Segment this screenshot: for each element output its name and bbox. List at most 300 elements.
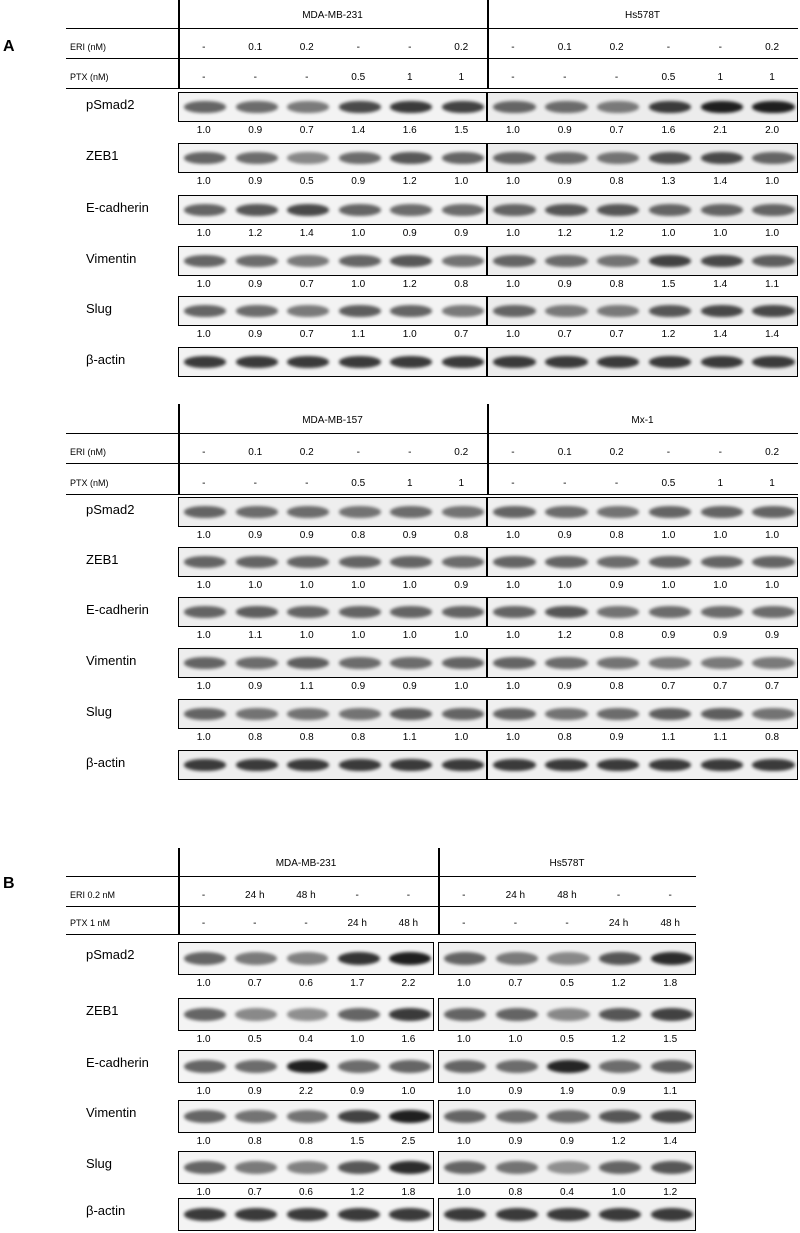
protein-band [236, 506, 278, 517]
condition-value: - [718, 447, 722, 458]
condition-value: 1 [406, 478, 413, 489]
protein-band [287, 204, 329, 215]
quant-value: 0.9 [611, 1086, 626, 1097]
blot-strip [178, 143, 487, 173]
blot-strip [438, 1198, 696, 1231]
protein-band [599, 1208, 641, 1221]
quant-value: 1.0 [505, 329, 520, 340]
quant-value: 1.0 [508, 1034, 523, 1045]
quant-value: 1.2 [663, 1187, 678, 1198]
condition-value: - [253, 72, 257, 83]
protein-band [651, 1110, 693, 1123]
quant-value: 0.5 [299, 176, 314, 187]
blot-strip [178, 648, 487, 678]
protein-band [545, 506, 588, 517]
quant-value: 2.0 [765, 125, 780, 136]
quant-value: 1.0 [196, 978, 211, 989]
quant-value: 0.7 [247, 978, 262, 989]
protein-band [496, 952, 538, 965]
blot-strip [178, 699, 487, 729]
protein-band [597, 305, 640, 316]
condition-value: 0.5 [661, 478, 676, 489]
protein-band [597, 606, 640, 617]
condition-value: - [201, 890, 206, 901]
condition-value: 24 h [347, 918, 367, 929]
blot-strip [178, 998, 434, 1031]
condition-value: - [253, 918, 257, 929]
quant-value: 0.9 [248, 329, 263, 340]
quant-value: 1.0 [505, 279, 520, 290]
panel-letter-b: B [3, 875, 15, 892]
condition-value: - [408, 447, 412, 458]
header-rule [66, 433, 798, 434]
quant-value: 1.0 [299, 630, 314, 641]
condition-value: - [718, 42, 722, 53]
quant-value: 0.5 [560, 1034, 574, 1045]
quant-value: 1.0 [661, 530, 676, 541]
quant-value: 0.7 [299, 329, 314, 340]
condition-label: PTX 1 nM [70, 918, 111, 928]
protein-band [339, 657, 381, 668]
quant-value: 0.8 [609, 279, 624, 290]
quant-value: 1.0 [196, 530, 211, 541]
quant-value: 0.9 [402, 530, 417, 541]
condition-value: - [668, 890, 672, 901]
protein-label: β-actin [86, 352, 126, 367]
quant-value: 1.1 [248, 630, 263, 641]
protein-band [701, 606, 744, 617]
protein-band [599, 1110, 641, 1123]
protein-band [390, 101, 432, 112]
protein-band [389, 1060, 431, 1073]
condition-value: 24 h [505, 890, 526, 901]
blot-strip [178, 1050, 434, 1083]
condition-value: - [614, 478, 619, 489]
quant-value: 0.9 [402, 681, 417, 692]
protein-band [236, 305, 278, 316]
protein-band [493, 606, 536, 617]
protein-band [493, 152, 536, 163]
quant-value: 0.9 [299, 530, 314, 541]
protein-label: E-cadherin [86, 602, 149, 617]
condition-value: - [511, 447, 515, 458]
protein-label: pSmad2 [86, 502, 135, 517]
quant-value: 0.9 [557, 125, 572, 136]
protein-band [287, 1110, 329, 1123]
protein-band [701, 305, 744, 316]
protein-band [649, 356, 692, 367]
quant-value: 1.0 [402, 580, 417, 591]
protein-band [545, 759, 588, 770]
protein-label: Vimentin [86, 1105, 137, 1120]
condition-value: - [616, 890, 621, 901]
protein-label: E-cadherin [86, 1055, 149, 1070]
protein-band [184, 506, 226, 517]
condition-value: - [356, 42, 360, 53]
quant-value: 1.0 [765, 228, 780, 239]
quant-value: 1.2 [661, 329, 676, 340]
blot-strip [178, 246, 487, 276]
quant-value: 0.9 [248, 279, 263, 290]
protein-band [444, 952, 486, 965]
quant-value: 0.6 [299, 1187, 313, 1198]
protein-band [338, 1008, 380, 1021]
protein-band [701, 204, 744, 215]
protein-band [545, 204, 588, 215]
condition-value: 0.5 [351, 72, 366, 83]
quant-value: 0.8 [609, 630, 624, 641]
blot-strip [178, 750, 487, 780]
quant-value: 1.0 [505, 176, 520, 187]
protein-band [236, 708, 278, 719]
protein-band [287, 708, 329, 719]
protein-band [496, 1208, 538, 1221]
quant-value: 1.0 [196, 630, 211, 641]
quant-value: 0.7 [713, 681, 728, 692]
protein-band [287, 952, 329, 965]
protein-band [390, 204, 432, 215]
protein-band [236, 606, 278, 617]
protein-band [651, 1161, 693, 1174]
protein-label: β-actin [86, 755, 126, 770]
quant-value: 0.8 [508, 1187, 523, 1198]
protein-band [496, 1060, 538, 1073]
condition-value: 48 h [557, 890, 577, 901]
blot-strip [178, 1100, 434, 1133]
protein-band [442, 506, 484, 517]
protein-band [442, 657, 484, 668]
protein-label: Slug [86, 704, 113, 719]
quant-value: 0.7 [609, 125, 624, 136]
blot-strip [178, 195, 487, 225]
panel-letter-a: A [3, 38, 15, 55]
quant-value: 0.4 [560, 1187, 574, 1198]
quant-value: 0.8 [351, 732, 366, 743]
condition-label: ERI (nM) [70, 447, 106, 457]
protein-band [287, 152, 329, 163]
condition-rule [66, 494, 798, 495]
protein-band [545, 657, 588, 668]
protein-band [597, 204, 640, 215]
protein-band [184, 1008, 226, 1021]
condition-value: - [511, 42, 515, 53]
quant-value: 1.0 [765, 580, 780, 591]
quant-value: 0.9 [508, 1086, 523, 1097]
protein-band [184, 356, 226, 367]
quant-value: 1.4 [351, 125, 366, 136]
protein-band [752, 556, 795, 567]
protein-band [184, 1110, 226, 1123]
quant-value: 1.0 [454, 732, 469, 743]
protein-band [184, 152, 226, 163]
cell-line-title: MDA-MB-231 [302, 10, 363, 21]
quant-value: 0.9 [247, 1086, 262, 1097]
protein-band [752, 506, 795, 517]
quant-value: 1.0 [505, 530, 520, 541]
protein-label: Vimentin [86, 251, 137, 266]
quant-value: 1.0 [196, 125, 211, 136]
protein-band [649, 152, 692, 163]
quant-value: 1.0 [557, 580, 572, 591]
protein-band [493, 556, 536, 567]
quant-value: 0.9 [402, 228, 417, 239]
quant-value: 2.2 [401, 978, 416, 989]
protein-band [339, 356, 381, 367]
quant-value: 0.7 [508, 978, 523, 989]
protein-band [442, 556, 484, 567]
quant-value: 1.2 [611, 978, 626, 989]
protein-band [390, 305, 432, 316]
condition-value: - [408, 42, 412, 53]
condition-rule [66, 934, 696, 935]
condition-rule [66, 906, 696, 907]
condition-value: 0.2 [609, 447, 624, 458]
quant-value: 1.0 [505, 630, 520, 641]
protein-band [442, 305, 484, 316]
protein-band [287, 1208, 329, 1221]
protein-band [339, 204, 381, 215]
protein-band [236, 152, 278, 163]
blot-strip [487, 347, 798, 377]
protein-band [545, 606, 588, 617]
condition-value: - [253, 478, 257, 489]
blot-strip [487, 92, 798, 122]
protein-band [236, 101, 278, 112]
protein-band [444, 1208, 486, 1221]
protein-band [184, 657, 226, 668]
quant-value: 1.0 [196, 1187, 211, 1198]
protein-band [184, 255, 226, 266]
protein-band [752, 152, 795, 163]
protein-band [287, 606, 329, 617]
protein-band [338, 1060, 380, 1073]
protein-label: Slug [86, 301, 113, 316]
protein-band [339, 759, 381, 770]
quant-value: 1.5 [454, 125, 469, 136]
quant-value: 0.7 [609, 329, 624, 340]
quant-value: 0.8 [609, 681, 624, 692]
quant-value: 0.7 [299, 279, 314, 290]
protein-band [493, 506, 536, 517]
quant-value: 0.7 [661, 681, 676, 692]
protein-band [390, 356, 432, 367]
protein-band [701, 255, 744, 266]
protein-label: β-actin [86, 1203, 126, 1218]
condition-value: 1 [769, 478, 775, 489]
condition-value: 0.5 [661, 72, 676, 83]
quant-value: 1.0 [196, 580, 211, 591]
blot-strip [178, 547, 487, 577]
protein-band [493, 708, 536, 719]
quant-value: 0.9 [350, 1086, 365, 1097]
protein-band [597, 556, 640, 567]
quant-value: 1.0 [196, 1086, 211, 1097]
condition-value: 48 h [398, 918, 419, 929]
protein-band [339, 255, 381, 266]
quant-value: 1.0 [456, 1034, 471, 1045]
quant-value: 1.0 [505, 228, 520, 239]
protein-band [545, 305, 588, 316]
protein-band [597, 708, 640, 719]
quant-value: 1.1 [765, 279, 780, 290]
blot-strip [438, 1151, 696, 1184]
protein-band [651, 1208, 693, 1221]
protein-band [287, 255, 329, 266]
protein-label: ZEB1 [86, 148, 119, 163]
protein-band [545, 152, 588, 163]
quant-value: 0.9 [508, 1136, 523, 1147]
protein-band [649, 606, 692, 617]
blot-strip [487, 547, 798, 577]
condition-rule [66, 58, 798, 59]
quant-value: 0.9 [557, 681, 572, 692]
quant-value: 0.8 [454, 530, 469, 541]
protein-band [287, 305, 329, 316]
quant-value: 1.2 [557, 228, 572, 239]
protein-band [599, 1008, 641, 1021]
protein-label: ZEB1 [86, 552, 119, 567]
condition-value: 0.2 [454, 447, 469, 458]
quant-value: 1.9 [560, 1086, 574, 1097]
protein-band [649, 305, 692, 316]
quant-value: 1.0 [611, 1187, 626, 1198]
condition-value: 0.2 [299, 42, 314, 53]
protein-band [235, 1008, 277, 1021]
quant-value: 1.0 [454, 681, 469, 692]
condition-value: - [565, 918, 569, 929]
protein-band [442, 708, 484, 719]
protein-band [390, 556, 432, 567]
protein-band [444, 1161, 486, 1174]
condition-value: - [614, 72, 619, 83]
protein-band [287, 101, 329, 112]
blot-strip [487, 750, 798, 780]
protein-band [493, 255, 536, 266]
blot-strip [487, 497, 798, 527]
quant-value: 1.2 [402, 279, 417, 290]
protein-band [444, 1008, 486, 1021]
blot-strip [178, 942, 434, 975]
quant-value: 0.8 [765, 732, 780, 743]
protein-band [236, 657, 278, 668]
quant-value: 1.2 [402, 176, 417, 187]
condition-value: - [355, 890, 359, 901]
quant-value: 0.7 [454, 329, 469, 340]
cell-line-title: Hs578T [549, 858, 585, 869]
protein-band [236, 556, 278, 567]
protein-band [597, 657, 640, 668]
condition-value: - [304, 918, 308, 929]
protein-band [649, 204, 692, 215]
quant-value: 1.0 [196, 732, 211, 743]
quant-value: 1.0 [196, 279, 211, 290]
quant-value: 0.5 [247, 1034, 262, 1045]
quant-value: 1.2 [248, 228, 263, 239]
protein-band [235, 1161, 277, 1174]
protein-band [493, 356, 536, 367]
quant-value: 1.0 [351, 228, 366, 239]
protein-band [338, 1208, 380, 1221]
protein-band [236, 204, 278, 215]
quant-value: 2.1 [713, 125, 728, 136]
quant-value: 0.8 [454, 279, 469, 290]
protein-band [287, 1008, 329, 1021]
cell-line-title: MDA-MB-231 [275, 858, 337, 869]
protein-band [389, 1008, 431, 1021]
condition-rule [66, 463, 798, 464]
blot-strip [487, 246, 798, 276]
quant-value: 0.8 [247, 1136, 262, 1147]
quant-value: 1.0 [713, 530, 728, 541]
condition-value: - [356, 447, 360, 458]
protein-band [701, 759, 744, 770]
protein-band [496, 1161, 538, 1174]
quant-value: 0.9 [765, 630, 780, 641]
condition-value: 0.2 [765, 447, 780, 458]
protein-label: pSmad2 [86, 97, 135, 112]
protein-band [493, 305, 536, 316]
blot-strip [178, 347, 487, 377]
protein-band [184, 1161, 226, 1174]
condition-value: - [563, 72, 567, 83]
protein-band [651, 1060, 693, 1073]
protein-band [442, 759, 484, 770]
condition-label: PTX (nM) [70, 478, 109, 488]
protein-band [287, 759, 329, 770]
blot-strip [438, 1050, 696, 1083]
condition-value: - [202, 447, 206, 458]
protein-band [390, 506, 432, 517]
protein-band [545, 255, 588, 266]
quant-value: 1.8 [663, 978, 678, 989]
quant-value: 1.6 [402, 125, 417, 136]
protein-band [496, 1008, 538, 1021]
quant-value: 0.9 [560, 1136, 574, 1147]
quant-value: 0.7 [765, 681, 780, 692]
quant-value: 0.9 [248, 681, 263, 692]
blot-strip [487, 699, 798, 729]
quant-value: 1.6 [401, 1034, 416, 1045]
quant-value: 0.9 [248, 125, 263, 136]
protein-band [752, 708, 795, 719]
protein-band [649, 759, 692, 770]
protein-band [752, 356, 795, 367]
protein-band [752, 101, 795, 112]
condition-value: - [201, 918, 206, 929]
protein-band [442, 356, 484, 367]
quant-value: 0.8 [557, 732, 572, 743]
blot-strip [178, 1151, 434, 1184]
protein-band [338, 952, 380, 965]
quant-value: 1.0 [402, 630, 417, 641]
condition-label: PTX (nM) [70, 72, 109, 82]
quant-value: 0.9 [609, 580, 624, 591]
quant-value: 1.0 [351, 580, 366, 591]
quant-value: 0.9 [248, 530, 263, 541]
protein-label: pSmad2 [86, 947, 135, 962]
protein-band [287, 657, 329, 668]
quant-value: 0.9 [454, 580, 469, 591]
protein-band [338, 1110, 380, 1123]
protein-band [444, 1060, 486, 1073]
quant-value: 1.0 [196, 228, 211, 239]
condition-value: 24 h [245, 890, 265, 901]
quant-value: 1.0 [505, 580, 520, 591]
quant-value: 0.9 [609, 732, 624, 743]
quant-value: 1.0 [505, 681, 520, 692]
quant-value: 1.1 [661, 732, 676, 743]
blot-strip [487, 143, 798, 173]
